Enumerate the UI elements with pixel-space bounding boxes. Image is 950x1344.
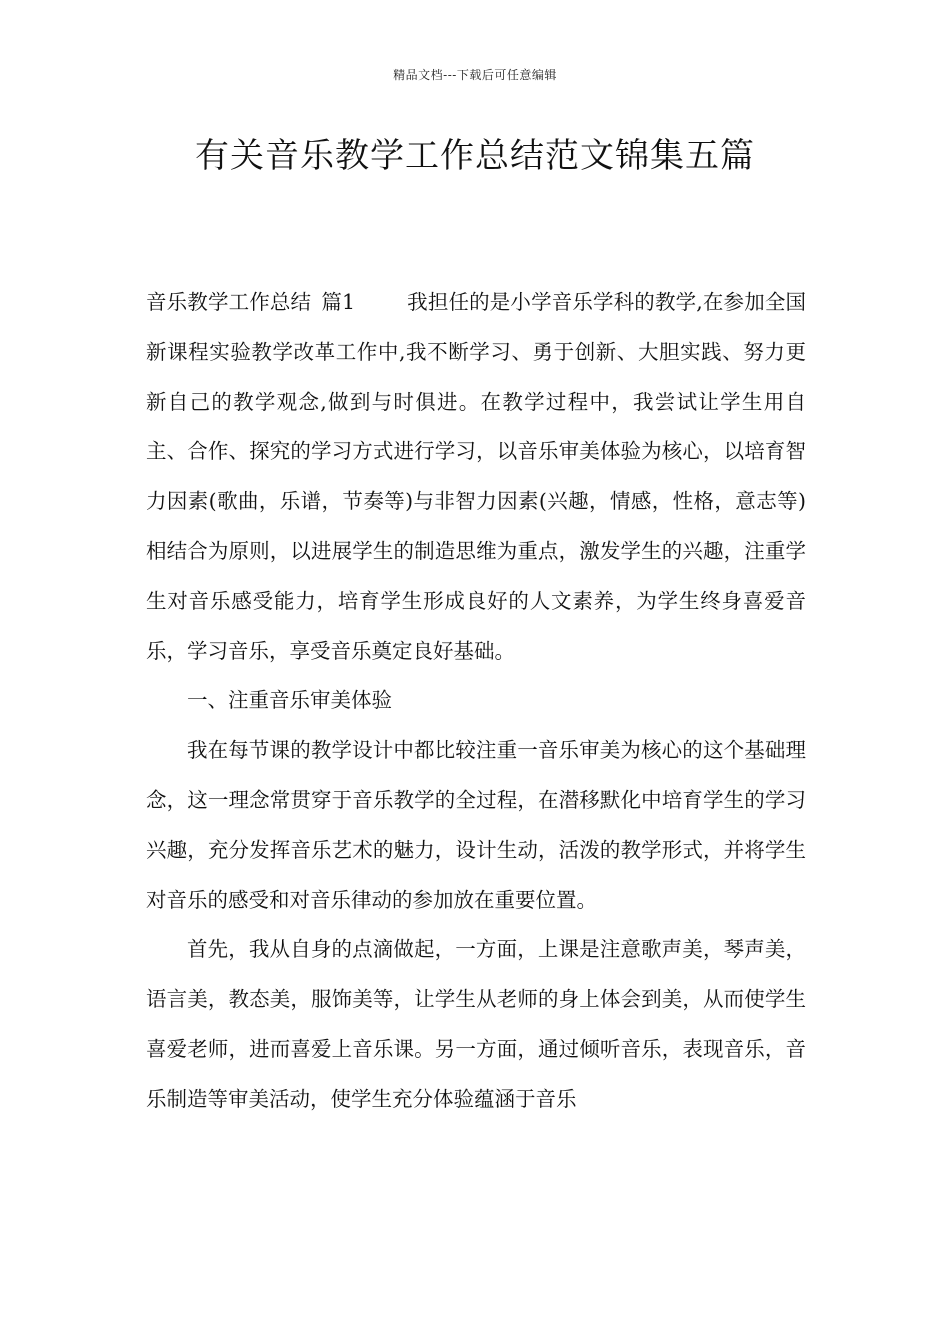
intro-paragraph bbox=[146, 278, 806, 676]
paragraph-2: 首先，我从自身的点滴做起，一方面，上课是注意歌声美，琴声美，语言美，教态美，服饰美等，让学生从老师的身上体会到美，从而使学生喜爱老师，进而喜爱上音乐课。另一方面，通过倾听音乐，表现音乐，音乐制造等审美活动，使学生充分体验蕴涵于音乐 bbox=[146, 937, 806, 1111]
intro-text: 我担任的是小学音乐学科的教学,在参加全国新课程实验教学改革工作中,我不断学习、勇于创新、大胆实践、努力更新自己的教学观念,做到与时俱进。在教学过程中，我尝试让学生用自主、合作、探究的学习方式进行学习，以音乐审美体验为核心，以培育智力因素(歌曲，乐谱，节奏等)与非智力因素(兴趣，情感，性格，意志等)相结合为原则，以进展学生的制造思维为重点，激发学生的兴趣，注重学生对音乐感受能力，培育学生形成良好的人文素养，为学生终身喜爱音乐，学习音乐，享受音乐奠定良好基础。 bbox=[146, 290, 807, 663]
section-label: 音乐教学工作总结 bbox=[146, 290, 312, 314]
document-title: 有关音乐教学工作总结范文锦集五篇 bbox=[195, 136, 755, 176]
section-heading-1: 一、注重音乐审美体验 bbox=[187, 688, 392, 713]
document-body bbox=[146, 278, 806, 1125]
header-note: 精品文档---下载后可任意编辑 bbox=[393, 68, 557, 82]
section-number: 篇1 bbox=[321, 290, 356, 314]
paragraph-1: 我在每节课的教学设计中都比较注重一音乐审美为核心的这个基础理念，这一理念常贯穿于音乐教学的全过程，在潜移默化中培育学生的学习兴趣，充分发挥音乐艺术的魅力，设计生动，活泼的教学形式，并将学生对音乐的感受和对音乐律动的参加放在重要位置。 bbox=[146, 738, 806, 912]
